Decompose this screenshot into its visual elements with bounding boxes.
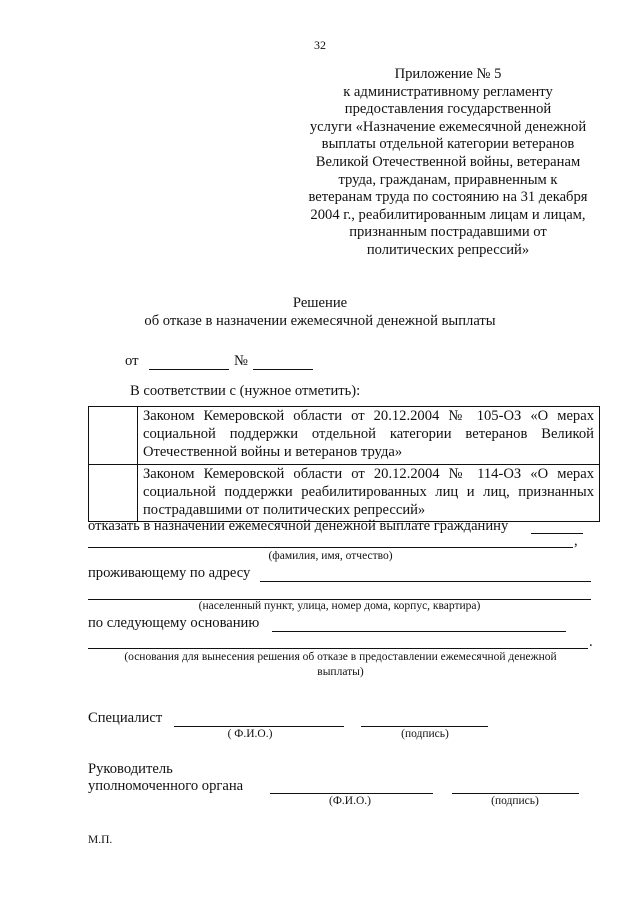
- law-option-row: [89, 464, 600, 522]
- annex-header: [288, 66, 608, 260]
- annex-line: ветеранам труда по состоянию на 31 декабря: [308, 189, 588, 206]
- comma: ,: [574, 533, 578, 549]
- address-label: проживающему по адресу: [88, 565, 251, 581]
- stamp-label: М.П.: [88, 834, 113, 846]
- number-field[interactable]: [253, 369, 313, 370]
- basis-label: по следующему основанию: [88, 615, 260, 631]
- head-signature-caption: (подпись): [491, 795, 539, 807]
- date-field[interactable]: [149, 369, 229, 370]
- law-105-text: Законом Кемеровской области от 20.12.2004 № 105-ОЗ «О мерах социальной поддержки отдельной категории ветеранов Великой Отечественной войны и ветеранов труда»: [138, 407, 600, 465]
- basis-caption: [88, 650, 593, 680]
- annex-line: к административному регламенту: [343, 83, 553, 100]
- basis-field[interactable]: [272, 631, 566, 632]
- annex-line: труда, гражданам, приравненным к: [338, 171, 558, 188]
- fio-caption: (фамилия, имя, отчество): [268, 550, 393, 562]
- head-label-line1: Руководитель: [88, 761, 173, 777]
- date-label: от: [125, 353, 139, 369]
- decision-title-block: [0, 294, 640, 330]
- basis-caption-line: (основания для вынесения решения об отказе в предоставлении ежемесячной денежной: [124, 651, 557, 663]
- decision-title: Решение: [292, 295, 348, 311]
- annex-line: выплаты отдельной категории ветеранов: [321, 136, 575, 153]
- basis-caption-line: выплаты): [317, 666, 364, 678]
- law-option-row: [89, 407, 600, 465]
- specialist-fio-caption: ( Ф.И.О.): [227, 728, 273, 740]
- annex-line: 2004 г., реабилитированным лицам и лицам,: [310, 206, 586, 223]
- specialist-signature-field[interactable]: [361, 726, 488, 727]
- law-114-checkbox[interactable]: [89, 464, 138, 522]
- specialist-signature-caption: (подпись): [401, 728, 449, 740]
- head-fio-field[interactable]: [270, 793, 433, 794]
- annex-line: Великой Отечественной войны, ветеранам: [315, 153, 581, 170]
- head-fio-caption: (Ф.И.О.): [329, 795, 371, 807]
- page-number: 32: [314, 38, 326, 52]
- decision-subtitle: об отказе в назначении ежемесячной денежной выплаты: [144, 313, 496, 329]
- law-105-checkbox[interactable]: [89, 407, 138, 465]
- address-field[interactable]: [260, 581, 591, 582]
- law-options-table: [88, 406, 600, 522]
- accordance-label: В соответствии с (нужное отметить):: [130, 383, 361, 399]
- head-signature-field[interactable]: [452, 793, 579, 794]
- address-caption: (населенный пункт, улица, номер дома, корпус, квартира): [198, 600, 481, 612]
- citizen-name-field[interactable]: [88, 547, 573, 548]
- annex-line: политических репрессий»: [366, 241, 530, 258]
- period: .: [589, 634, 593, 650]
- head-label-line2: уполномоченного органа: [88, 778, 244, 794]
- law-114-text: Законом Кемеровской области от 20.12.2004 № 114-ОЗ «О мерах социальной поддержки реабилитированных лиц и лиц, признанных пострадавшими от политических репрессий»: [138, 464, 600, 522]
- annex-line: услуги «Назначение ежемесячной денежной: [309, 118, 587, 135]
- number-label: №: [234, 353, 248, 369]
- annex-line: Приложение № 5: [394, 66, 502, 82]
- specialist-fio-field[interactable]: [174, 726, 344, 727]
- annex-line: признанным пострадавшими от: [349, 224, 547, 241]
- refuse-label: отказать в назначении ежемесячной денежной выплате гражданину: [88, 518, 509, 534]
- annex-line: предоставления государственной: [344, 101, 552, 118]
- basis-field-2[interactable]: [88, 648, 588, 649]
- specialist-label: Специалист: [88, 710, 163, 726]
